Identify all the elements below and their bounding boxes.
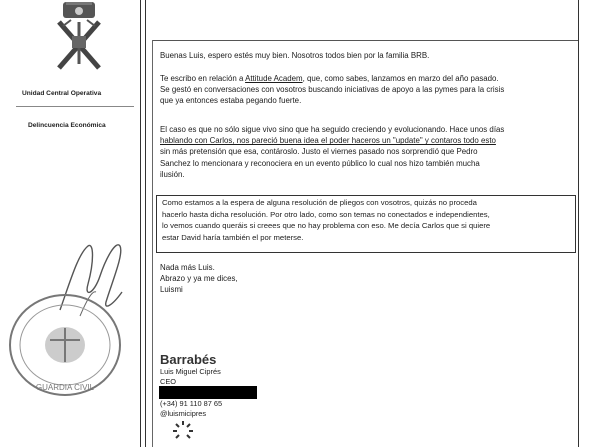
email-greeting — [160, 50, 429, 61]
closing-line-2: Abrazo y ya me dices, — [160, 274, 238, 284]
email-frame-left — [152, 40, 153, 447]
text-span: Te escribo en relación a — [160, 74, 246, 83]
highlighted-paragraph — [162, 197, 490, 243]
signature-name: Luis Miguel Ciprés — [160, 367, 221, 376]
official-seal-icon — [5, 290, 125, 400]
quoted-line-3: lo vemos cuando queráis si creees que no hay problema con eso. Me decía Carlos que si quiere — [162, 221, 491, 230]
quoted-line-4: estar David haría también el por meterse. — [162, 232, 304, 242]
email-paragraph-2 — [160, 124, 504, 180]
seal-text: GUARDIA CIVIL — [35, 383, 95, 392]
paragraph-1-line-1 — [160, 73, 504, 84]
paragraph-2-line-3: sin más pretensión que esa, contároslo. Justo el viernes pasado nos sorprendió que Pedro — [160, 147, 478, 157]
quoted-line-1: Como estamos a la espera de alguna resolución de pliegos con vosotros, quizás no proceda — [162, 198, 477, 207]
sidebar-divider — [16, 106, 134, 107]
signature-title: CEO — [160, 377, 177, 386]
paragraph-2-line-2: hablando con Carlos, nos pareció buena idea el poder haceros un "update" y contaros todo esto — [160, 136, 496, 146]
text-span: , que, como sabes, lanzamos en marzo del año pasado. — [302, 74, 499, 83]
redaction-bar — [159, 386, 257, 399]
paragraph-2-line-5: ilusión. — [160, 169, 185, 179]
attitude-academy-link[interactable]: Attitude Academ — [245, 74, 303, 83]
paragraph-2-line-4: Sanchez lo mencionara y reconociera en un evento público lo cual nos hizo también mucha — [160, 158, 480, 168]
signature-phone: (+34) 91 110 87 65 — [160, 399, 223, 408]
guardia-civil-emblem-icon — [55, 2, 103, 70]
paragraph-1-line-2: Se gestó en conversaciones con vosotros buscando iniciativas de apoyo a las pymes para la crisis — [160, 85, 505, 95]
department-label: Delincuencia Económica — [28, 122, 106, 129]
greeting-line: Buenas Luis, espero estés muy bien. Nosotros todos bien por la familia BRB. — [160, 51, 430, 60]
barrabes-logo-icon — [172, 420, 194, 442]
paragraph-2-line-1: El caso es que no sólo sigue vivo sino que ha seguido creciendo y evolucionando. Hace unos días — [160, 125, 505, 134]
closing-line-1: Nada más Luis. — [160, 263, 215, 272]
quoted-line-2: hacerlo hasta dicha resolución. Por otro lado, como son temas no conectados e independientes, — [162, 209, 490, 219]
paragraph-1-line-3: que ya entonces estaba pegando fuerte. — [160, 96, 302, 106]
margin-rule-right — [578, 0, 579, 447]
closing-line-3: Luismi — [160, 285, 183, 295]
email-paragraph-1 — [160, 73, 504, 107]
email-closing — [160, 262, 238, 296]
unit-label: Unidad Central Operativa — [22, 90, 102, 97]
margin-rule-inner — [145, 0, 146, 447]
letterhead-sidebar — [0, 0, 140, 447]
signature-company: Barrabés — [160, 352, 217, 367]
margin-rule-outer — [140, 0, 141, 447]
signature-handle[interactable]: @luismicipres — [160, 409, 207, 418]
email-frame-top — [152, 40, 578, 41]
